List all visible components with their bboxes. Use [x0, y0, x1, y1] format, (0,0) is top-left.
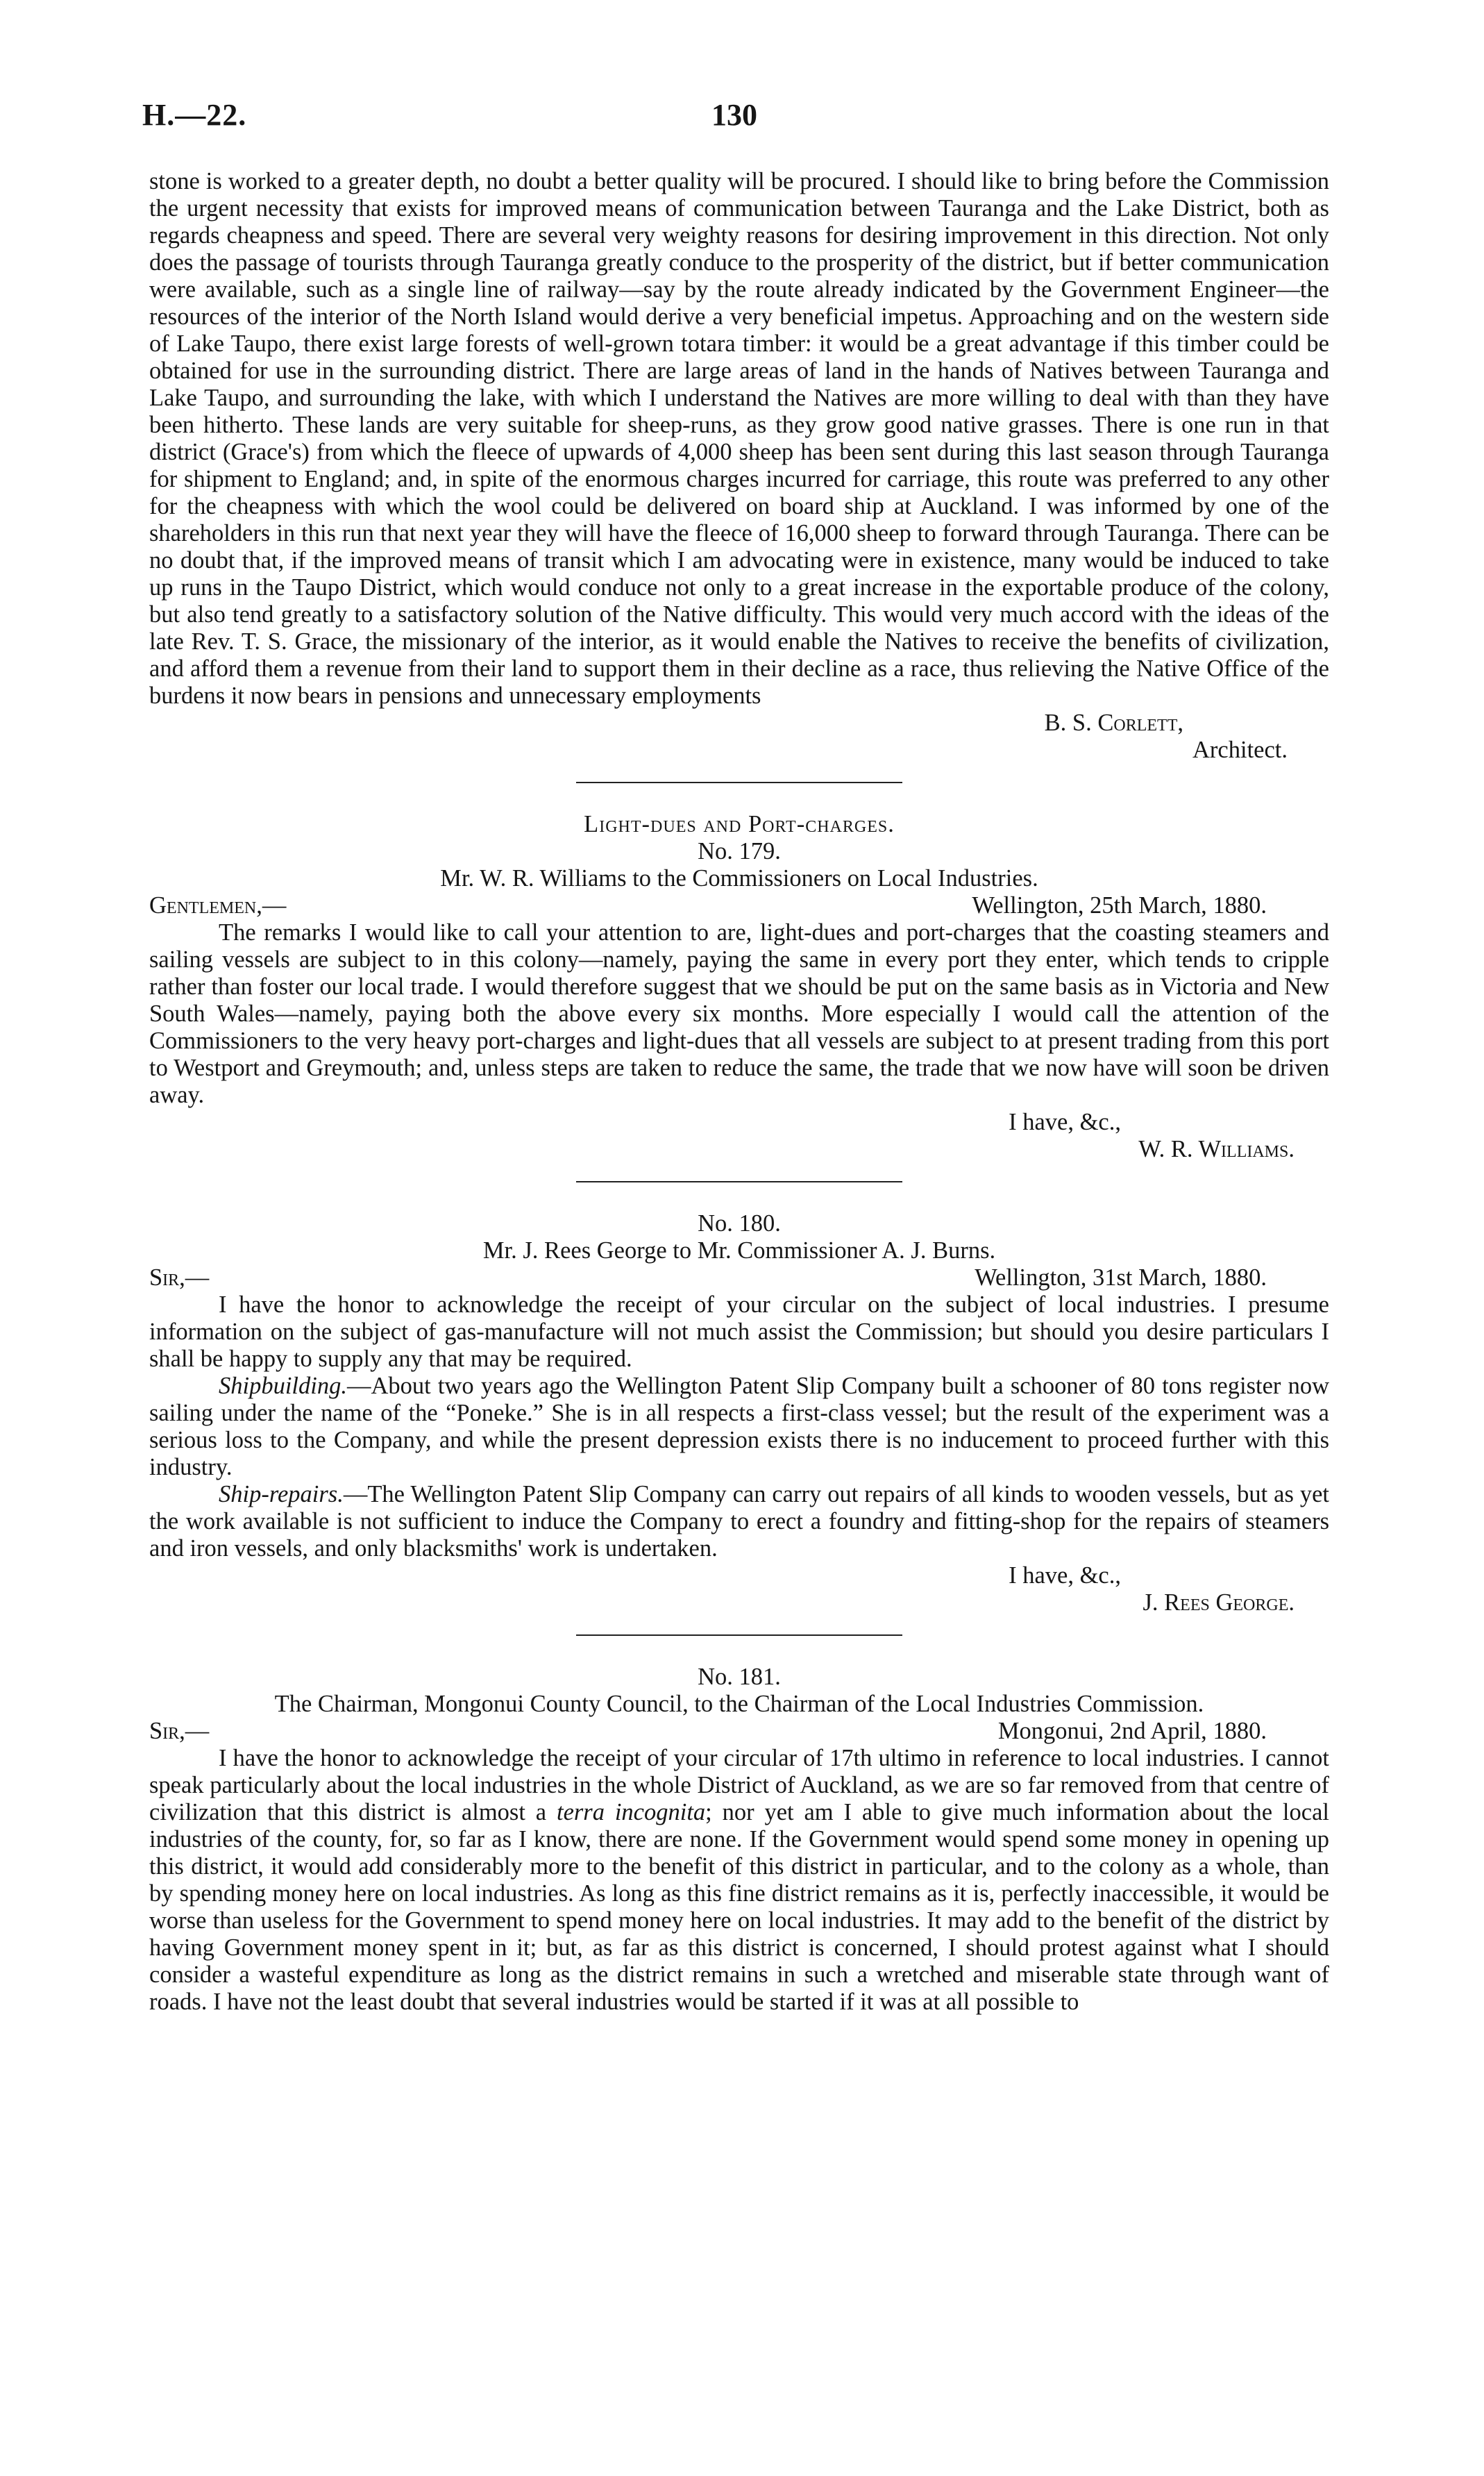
letter-body-181 — [149, 1745, 1329, 2016]
terra-incognita: terra incognita — [556, 1799, 706, 1825]
letter-number-180: No. 180. — [698, 1210, 781, 1237]
place-date: Mongonui, 2nd April, 1880. — [997, 1718, 1267, 1744]
body-text-continued: ; nor yet am I able to give much information about the local industries of the county, for, so far as I know, there are none. If the Government would spend some money in opening up this district, it would add considerably more to the benefit of this district in particular, and to the colony as a whole, than by spending money here on local industries. As long as this fine district remains as it is, perfectly inaccessible, it would be worse than useless for the Government to spend money here on local industries. It may add to the benefit of the district by having Government money spent in it; but, as far as this district is concerned, I should protest against what I should consider a wasteful expenditure as long as the district remains in such a wretched and miserable state through want of roads. I have not the least doubt that several industries would be started if it was at all possible to — [149, 1799, 1329, 2015]
letter-heading-180: Mr. J. Rees George to Mr. Commissioner A. J. Burns. — [482, 1237, 996, 1264]
closing: I have, &c., — [1009, 1562, 1121, 1589]
divider-rule — [576, 1181, 902, 1182]
divider-rule — [576, 1634, 902, 1636]
signature-name: W. R. Williams. — [1138, 1136, 1295, 1162]
signature-block-williams — [149, 1109, 1329, 1163]
divider-rule — [576, 782, 902, 783]
signature-name: B. S. Corlett, — [1044, 710, 1183, 736]
salutation: Sir,— — [149, 1718, 210, 1744]
section-title: Light-dues and Port-charges. — [584, 811, 895, 837]
text-column — [149, 168, 1329, 2016]
letter-body-179: The remarks I would like to call your attention to are, light-dues and port-charges that the coasting steamers and sailing vessels are subject to in this colony—namely, paying the same in every port they enter, which tends to cripple rather than foster our local trade. I would therefore suggest that we should be put on the same basis as in Victoria and New South Wales—namely, paying both the above every six months. More especially I would call the attention of the Commissioners to the very heavy port-charges and light-dues that all vessels are subject to at present trading from this port to Westport and Greymouth; and, unless steps are taken to reduce the same, the trade that we now have will soon be driven away. — [149, 919, 1329, 1108]
shipbuilding-text: —About two years ago the Wellington Patent Slip Company built a schooner of 80 tons register now sailing under the name of the “Poneke.” She is in all respects a first-class vessel; but the result of the experiment was a serious loss to the Company, and while the present depression exists there is no inducement to proceed further with this industry. — [149, 1373, 1329, 1480]
letter-heading-181: The Chairman, Mongonui County Council, to the Chairman of the Local Industries Commission. — [274, 1691, 1204, 1717]
signature-block-corlett — [149, 710, 1329, 764]
salutation-row-181 — [149, 1718, 1329, 1745]
body-text: I have the honor to acknowledge the receipt of your circular of 17th ultimo in reference to local industries. I cannot speak particularly about the local industries in the whole District of Auckland, as we are so far removed from that centre of civilization that this district is almost a — [149, 1745, 1329, 1825]
closing: I have, &c., — [1009, 1109, 1121, 1135]
place-date: Wellington, 31st March, 1880. — [975, 1264, 1267, 1291]
signature-name: J. Rees George. — [1142, 1589, 1295, 1616]
salutation: Gentlemen,— — [149, 892, 287, 919]
letter-heading-179: Mr. W. R. Williams to the Commissioners on Local Industries. — [440, 865, 1038, 892]
page-number: 130 — [711, 98, 757, 132]
page-header — [142, 97, 1322, 146]
letter-180-paragraph-2 — [149, 1373, 1329, 1481]
salutation: Sir,— — [149, 1264, 210, 1291]
letter-180-paragraph-1: I have the honor to acknowledge the receipt of your circular on the subject of local industries. I presume information on the subject of gas-manufacture will not much assist the Commission; but should you desire particulars I shall be happy to supply any that may be required. — [149, 1291, 1329, 1372]
shipbuilding-heading: Shipbuilding. — [219, 1373, 347, 1399]
letter-180-paragraph-3 — [149, 1481, 1329, 1562]
ship-repairs-heading: Ship-repairs. — [219, 1481, 344, 1507]
ship-repairs-text: —The Wellington Patent Slip Company can carry out repairs of all kinds to wooden vessels, but as yet the work available is not sufficient to induce the Company to erect a foundry and fitting-shop for the repairs of steamers and iron vessels, and only blacksmiths' work is undertaken. — [149, 1481, 1329, 1562]
intro-paragraph: stone is worked to a greater depth, no doubt a better quality will be procured. I should like to bring before the Commission the urgent necessity that exists for improved means of communication between Tauranga and the Lake District, both as regards cheapness and speed. There are several very weighty reasons for desiring improvement in this direction. Not only does the passage of tourists through Tauranga greatly conduce to the prosperity of the district, but if better communication were available, such as a single line of railway—say by the route already indicated by the Government Engineer—the resources of the interior of the North Island would derive a very beneficial impetus. Approaching and on the western side of Lake Taupo, there exist large forests of well-grown totara timber: it would be a great advantage if this timber could be obtained for use in the surrounding district. There are large areas of land in the hands of Natives between Tauranga and Lake Taupo, and surrounding the lake, with which I understand the Natives are more willing to deal with than they have been hitherto. These lands are very suitable for sheep-runs, as they grow good native grasses. There is one run in that district (Grace's) from which the fleece of upwards of 4,000 sheep has been sent during this last season through Tauranga for shipment to England; and, in spite of the enormous charges incurred for carriage, this route was preferred to any other for the cheapness with which the wool could be delivered on board ship at Auckland. I was informed by one of the shareholders in this run that next year they will have the fleece of 16,000 sheep to forward through Tauranga. There can be no doubt that, if the improved means of transit which I am advocating were in existence, many would be induced to take up runs in the Taupo District, which would conduce not only to a great increase in the exportable produce of the colony, but also tend greatly to a satisfactory solution of the Native difficulty. This would very much accord with the ideas of the late Rev. T. S. Grace, the missionary of the interior, as it would enable the Natives to receive the benefits of civilization, and afford them a revenue from their land to support them in their decline as a race, thus relieving the Native Office of the burdens it now bears in pensions and unnecessary employments — [149, 168, 1329, 709]
salutation-row-180 — [149, 1264, 1329, 1291]
place-date: Wellington, 25th March, 1880. — [972, 892, 1267, 919]
salutation-row-179 — [149, 892, 1329, 919]
signature-title: Architect. — [1192, 737, 1288, 763]
signature-block-george — [149, 1562, 1329, 1616]
letter-number-181: No. 181. — [698, 1664, 781, 1690]
letter-number-179: No. 179. — [698, 838, 781, 864]
page-reference: H.—22. — [142, 98, 247, 132]
